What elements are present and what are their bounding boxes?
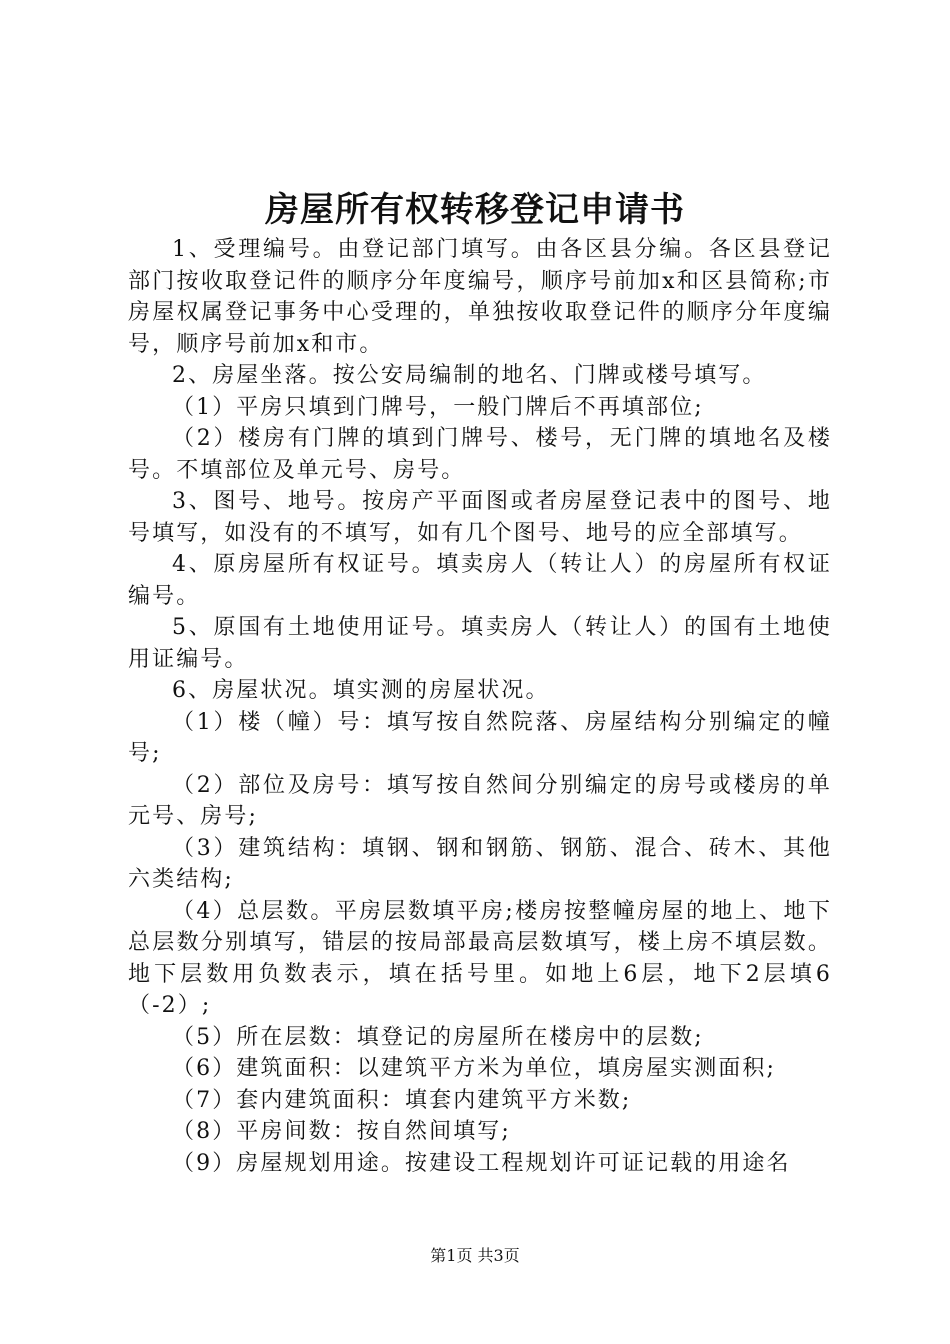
page-number-footer: 第1页 共3页 xyxy=(430,1246,520,1265)
paragraph: 3、图号、地号。按房产平面图或者房屋登记表中的图号、地号填写，如没有的不填写，如有几个图号、地号的应全部填写。 xyxy=(128,489,832,546)
paragraph: （7）套内建筑面积：填套内建筑平方米数; xyxy=(172,1087,632,1113)
paragraph: （9）房屋规划用途。按建设工程规划许可证记载的用途名 xyxy=(172,1150,791,1176)
paragraph: 6、房屋状况。填实测的房屋状况。 xyxy=(172,678,550,703)
paragraph: 2、房屋坐落。按公安局编制的地名、门牌或楼号填写。 xyxy=(172,363,767,388)
paragraph: （6）建筑面积：以建筑平方米为单位，填房屋实测面积; xyxy=(172,1056,777,1081)
paragraph: 1、受理编号。由登记部门填写。由各区县分编。各区县登记部门按收取登记件的顺序分年度编号，顺序号前加x和区县简称;市房屋权属登记事务中心受理的，单独按收取登记件的顺序分年度编号，顺序号前加x和市。 xyxy=(128,237,832,357)
paragraph: （3）建筑结构：填钢、钢和钢筋、钢筋、混合、砖木、其他六类结构; xyxy=(128,835,832,892)
paragraph: （5）所在层数：填登记的房屋所在楼房中的层数; xyxy=(172,1024,704,1050)
document-title: 房屋所有权转移登记申请书 xyxy=(265,190,685,230)
paragraph: （2）部位及房号：填写按自然间分别编定的房号或楼房的单元号、房号; xyxy=(128,772,832,829)
paragraph: 5、原国有土地使用证号。填卖房人（转让人）的国有土地使用证编号。 xyxy=(128,615,832,672)
document-body xyxy=(128,234,832,1179)
paragraph: （2）楼房有门牌的填到门牌号、楼号，无门牌的填地名及楼号。不填部位及单元号、房号。 xyxy=(128,426,832,483)
paragraph: （1）楼（幢）号：填写按自然院落、房屋结构分别编定的幢号; xyxy=(128,709,832,766)
paragraph: （1）平房只填到门牌号，一般门牌后不再填部位; xyxy=(172,394,704,420)
paragraph: （8）平房间数：按自然间填写; xyxy=(172,1119,511,1144)
paragraph: 4、原房屋所有权证号。填卖房人（转让人）的房屋所有权证编号。 xyxy=(128,552,832,609)
paragraph: （4）总层数。平房层数填平房;楼房按整幢房屋的地上、地下总层数分别填写，错层的按局部最高层数填写，楼上房不填层数。地下层数用负数表示，填在括号里。如地上6层，地下2层填6（-2）; xyxy=(128,898,832,1018)
